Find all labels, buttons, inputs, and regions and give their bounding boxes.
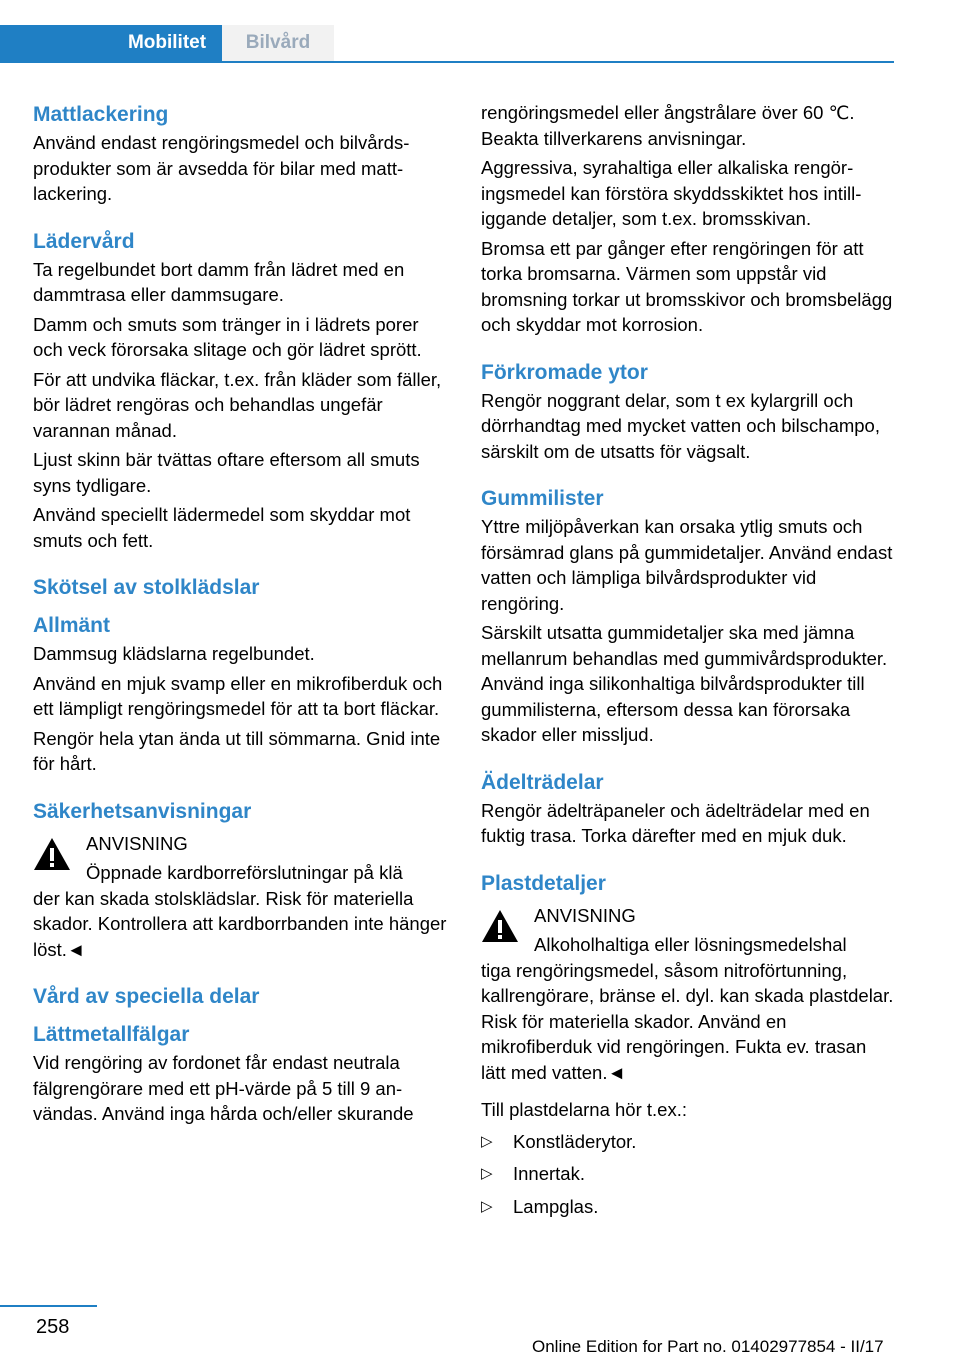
paragraph: Särskilt utsatta gummidetaljer ska med jämna mellanrum behandlas med gummivårdsprodukter. Använd inga silikonhaltiga bilvårdsprodukter till gummilisterna, eftersom dessa kan förorsaka skador eller missljud. xyxy=(481,622,888,745)
warning-box xyxy=(33,831,448,963)
heading-stolkladslar: Skötsel av stolklädslar xyxy=(33,576,260,599)
paragraph: Rengör ädelträpaneler och ädelträdelar med en fuktig trasa. Torka därefter med en mjuk duk. xyxy=(481,799,870,846)
right-column xyxy=(481,100,896,1226)
paragraph: Till plastdelarna hör t.ex.: xyxy=(481,1099,687,1120)
paragraph: Yttre miljöpåverkan kan orsaka ytlig smuts och försämrad glans på gummidetaljer. Använd endast vatten och lämpliga bilvårdsprodukter vid rengöring. xyxy=(481,516,893,614)
paragraph: Ta regelbundet bort damm från lädret med en dammtrasa eller dammsugare. xyxy=(33,258,405,305)
paragraph: Använd endast rengöringsmedel och bilvårdsprodukter som är avsedda för bilar med mattlackering. xyxy=(33,132,410,204)
heading-plastdetaljer: Plastdetaljer xyxy=(481,871,606,895)
list-item xyxy=(481,1194,896,1220)
paragraph: Rengör noggrant delar, som t ex kylargrill och dörrhandtag med mycket vatten och bilschampo, särskilt om de utsatts för vägsalt. xyxy=(481,389,880,462)
heading-mattlackering: Mattlackering xyxy=(33,103,169,126)
paragraph: rengöringsmedel eller ångstrålare över 60 ℃. Beakta tillverkarens anvisningar. xyxy=(481,102,855,149)
page-number: 258 xyxy=(36,1316,70,1338)
heading-gummilister: Gummilister xyxy=(481,487,604,510)
warning-text: Öppnade kardborreförslutningar på klä xyxy=(86,862,403,883)
warning-text-cont: der kan skada stolsklädslar. Risk för materiella skador. Kontrollera att kardborrbanden inte hänger löst.◄ xyxy=(33,887,447,960)
paragraph: Damm och smuts som tränger in i lädrets porer och veck förorsaka slitage och gör lädret sprött. xyxy=(33,313,422,360)
heading-vard-speciella-delar: Vård av speciella delar xyxy=(33,985,260,1008)
heading-forkromade-ytor: Förkromade ytor xyxy=(481,360,648,384)
heading-lattmetallfalgar: Lättmetallfälgar xyxy=(33,1023,190,1046)
triangle-bullet-icon: ▷ xyxy=(481,1132,493,1150)
paragraph: Rengör hela ytan ända ut till sömmarna. Gnid inte för hårt. xyxy=(33,727,441,774)
list-item xyxy=(481,1129,896,1155)
list-item-text: Konstläderytor. xyxy=(513,1130,637,1152)
paragraph: Bromsa ett par gånger efter rengöringen för att torka bromsarna. Värmen som uppstår vid bromsning torkar ut bromsskivor och bromsbelägg och skyddar mot korrosion. xyxy=(481,237,893,335)
paragraph: Dammsug klädslarna regelbundet. xyxy=(33,643,315,664)
heading-adeltradelar: Ädelträdelar xyxy=(481,770,604,794)
warning-triangle-icon xyxy=(33,837,71,871)
list-item xyxy=(481,1161,896,1187)
triangle-bullet-icon: ▷ xyxy=(481,1197,493,1215)
list-item-text: Innertak. xyxy=(513,1163,585,1184)
warning-text-cont: tiga rengöringsmedel, såsom nitroförtunning, kallrengörare, bränse el. dyl. kan skada plastdelar. Risk för materiella skador. Använd en mikrofiberduk vid rengöringen. Fukta ev. trasan lätt med vatten.◄ xyxy=(481,959,894,1083)
warning-text: Alkoholhaltiga eller lösningsmedelshal xyxy=(534,934,847,955)
left-column xyxy=(33,100,448,1131)
tab-bilvard-label: Bilvård xyxy=(245,32,311,53)
tab-mobilitet-label: Mobilitet xyxy=(127,32,207,53)
paragraph: Använd en mjuk svamp eller en mikrofiberduk och ett lämpligt rengöringsmedel för att ta bort fläckar. xyxy=(33,672,443,719)
paragraph: Vid rengöring av fordonet får endast neutrala fälgrengörare med ett pH-värde på 5 till 9 användas. Använd inga hårda och/eller skurande xyxy=(33,1052,414,1124)
paragraph: Använd speciellt lädermedel som skyddar mot smuts och fett. xyxy=(33,504,411,551)
heading-allmant: Allmänt xyxy=(33,614,111,637)
warning-label: ANVISNING xyxy=(86,832,188,854)
edition-text: Online Edition for Part no. 01402977854 - II/17 xyxy=(532,1337,884,1356)
plastic-parts-list xyxy=(481,1129,896,1220)
paragraph: Ljust skinn bär tvättas oftare eftersom all smuts syns tydligare. xyxy=(33,449,420,496)
tab-bilvard[interactable] xyxy=(222,25,334,61)
heading-sakerhetsanvisningar: Säkerhetsanvisningar xyxy=(33,799,252,823)
heading-ladervard: Lädervård xyxy=(33,229,135,253)
warning-triangle-icon xyxy=(481,909,519,943)
warning-box xyxy=(481,903,896,1086)
paragraph: För att undvika fläckar, t.ex. från kläder som fäller, bör lädret rengöras och behandlas ungefär varannan månad. xyxy=(33,368,442,441)
header-tabbar xyxy=(0,25,894,63)
footer-rule xyxy=(0,1305,97,1307)
paragraph: Aggressiva, syrahaltiga eller alkaliska rengöringsmedel kan förstöra skyddsskiktet hos intilliggande detaljer, som t.ex. bromsskivan. xyxy=(481,157,862,229)
triangle-bullet-icon: ▷ xyxy=(481,1165,493,1182)
tab-mobilitet[interactable] xyxy=(0,25,222,61)
warning-label: ANVISNING xyxy=(534,904,636,926)
list-item-text: Lampglas. xyxy=(513,1195,599,1217)
